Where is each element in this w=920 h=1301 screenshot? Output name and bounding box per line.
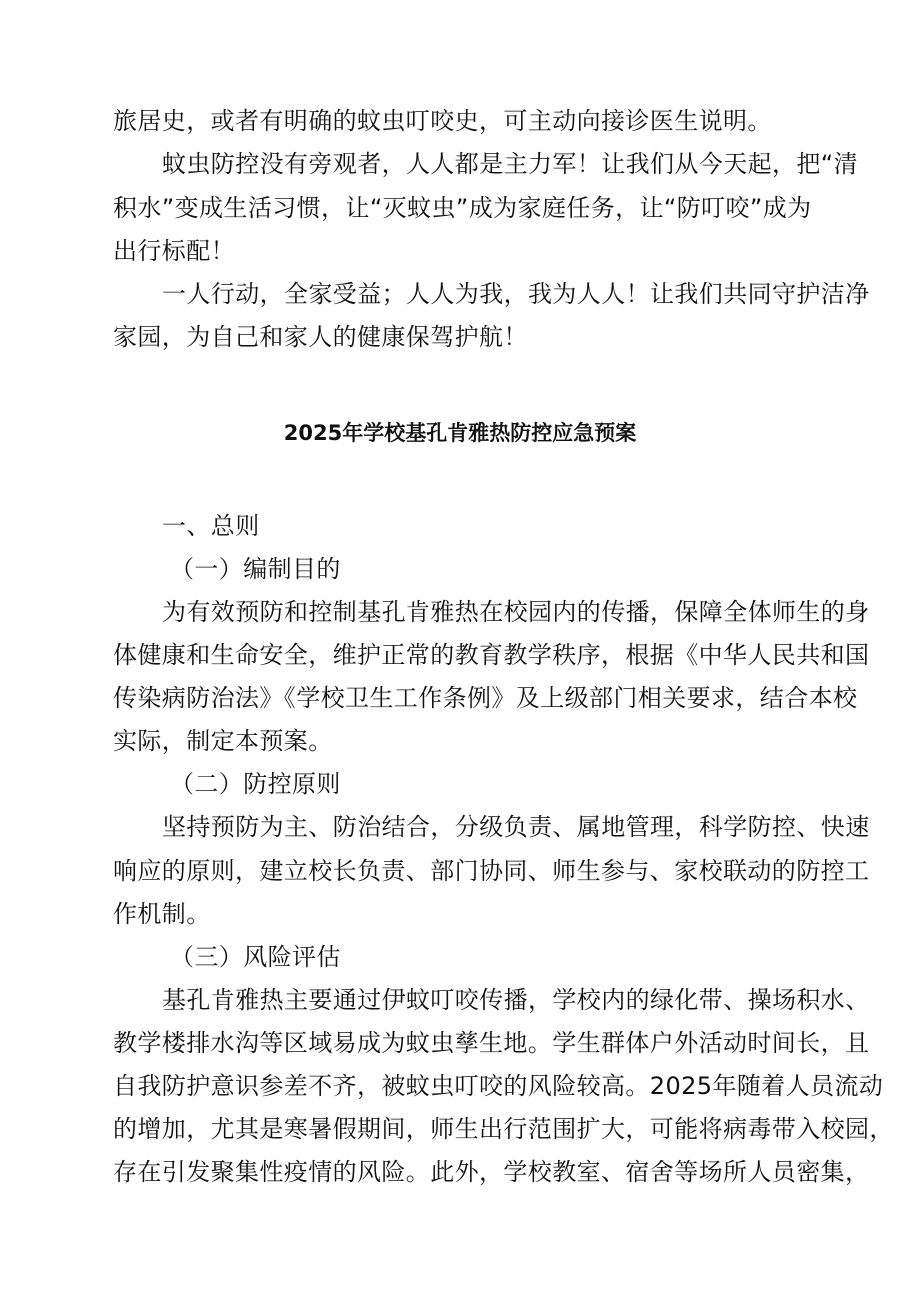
principles-line-2: 响应的原则，建立校长负责、部门协同、师生参与、家校联动的防控工	[113, 857, 870, 885]
principles-line-3: 作机制。	[113, 900, 211, 928]
purpose-line-3: 传染病防治法》《学校卫生工作条例》及上级部门相关要求，结合本校	[113, 684, 858, 712]
section-heading-general: 一、总则	[162, 512, 260, 540]
risk-line-5: 存在引发聚集性疫情的风险。此外，学校教室、宿舍等场所人员密集，	[113, 1158, 870, 1186]
subheading-principles: （二）防控原则	[170, 770, 341, 798]
risk-line-2: 教学楼排水沟等区域易成为蚊虫孳生地。学生群体户外活动时间长，且	[113, 1029, 870, 1057]
principles-line-1: 坚持预防为主、防治结合，分级负责、属地管理，科学防控、快速	[162, 813, 870, 841]
intro-line-1: 旅居史，或者有明确的蚊虫叮咬史，可主动向接诊医生说明。	[113, 107, 772, 135]
risk-line-3: 自我防护意识参差不齐，被蚊虫叮咬的风险较高。2025年随着人员流动	[113, 1072, 884, 1100]
purpose-line-2: 体健康和生命安全，维护正常的教育教学秩序，根据《中华人民共和国	[113, 641, 870, 669]
risk-line-1: 基孔肯雅热主要通过伊蚊叮咬传播，学校内的绿化带、操场积水、	[162, 986, 870, 1014]
purpose-line-1: 为有效预防和控制基孔肯雅热在校园内的传播，保障全体师生的身	[162, 598, 870, 626]
intro-line-4: 出行标配！	[113, 237, 235, 265]
subheading-purpose: （一）编制目的	[170, 555, 341, 583]
intro-line-6: 家园，为自己和家人的健康保驾护航！	[113, 323, 528, 351]
intro-line-2: 蚊虫防控没有旁观者，人人都是主力军！让我们从今天起，把“清	[162, 150, 859, 178]
document-title: 2025年学校基孔肯雅热防控应急预案	[283, 421, 637, 445]
subheading-risk: （三）风险评估	[170, 943, 341, 971]
intro-line-5: 一人行动，全家受益；人人为我，我为人人！让我们共同守护洁净	[162, 280, 870, 308]
purpose-line-4: 实际，制定本预案。	[113, 727, 333, 755]
intro-line-3: 积水”变成生活习惯，让“灭蚊虫”成为家庭任务，让“防叮咬”成为	[113, 194, 812, 222]
risk-line-4: 的增加，尤其是寒暑假期间，师生出行范围扩大，可能将病毒带入校园，	[113, 1115, 894, 1143]
